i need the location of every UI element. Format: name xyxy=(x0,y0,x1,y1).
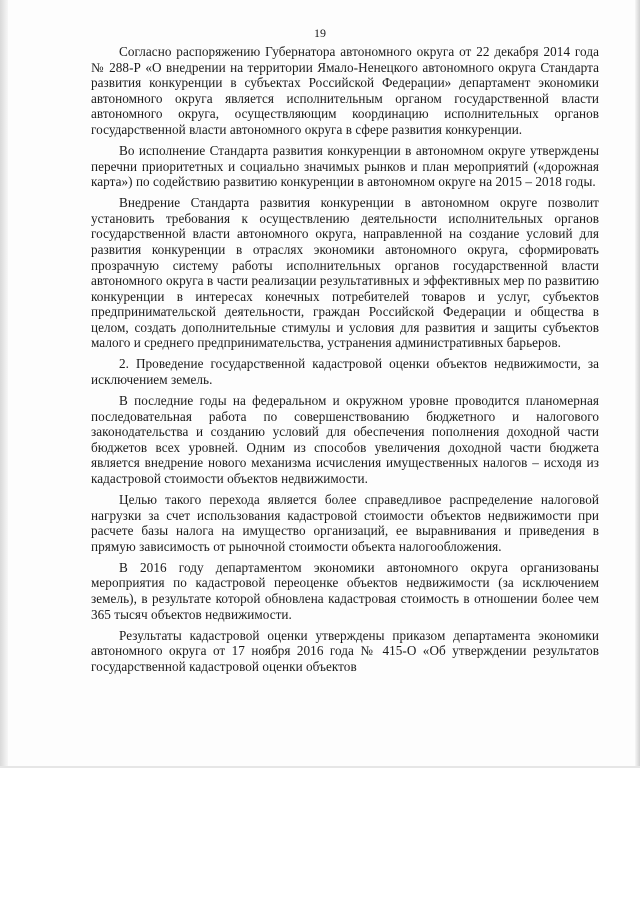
paragraph-governor-order: Согласно распоряжению Губернатора автономного округа от 22 декабря 2014 года № 288-Р «О внедрении на территории Ямало-Ненецкого автономного округа Стандарта развития конкуренции в субъектах Российской Федерации» департамент экономики автономного округа является исполнительным органом государственной власти автономного округа, осуществляющим координацию исполнительных органов государственной власти автономного округа в сфере развития конкуренции. xyxy=(91,44,599,137)
page-number: 19 xyxy=(314,26,326,40)
document-body xyxy=(91,44,599,680)
paragraph-2016-revaluation: В 2016 году департаментом экономики автономного округа организованы мероприятия по кадастровой переоценке объектов недвижимости (за исключением земель), в результате которой обновлена кадастровая стоимость в отношении более чем 365 тысяч объектов недвижимости. xyxy=(91,559,599,622)
scan-left-edge-shadow xyxy=(0,0,8,768)
scan-right-edge-shadow xyxy=(635,0,640,768)
paragraph-valuation-results: Результаты кадастровой оценки утверждены приказом департамента экономики автономного округа от 17 ноября 2016 года № 415-О «Об утверждении результатов государственной кадастровой оценки объектов xyxy=(91,627,599,674)
paragraph-tax-burden-goal: Целью такого перехода является более справедливое распределение налоговой нагрузки за счет использования кадастровой стоимости объектов недвижимости при расчете базы налога на имущество организаций, ее выравнивания и приведения в прямую зависимость от рыночной стоимости объекта налогообложения. xyxy=(91,491,599,554)
scan-bottom-edge xyxy=(0,766,640,768)
paragraph-standard-implementation: Внедрение Стандарта развития конкуренции в автономном округе позволит установить требования к осуществлению деятельности исполнительных органов государственной власти автономного округа, направленной на создание условий для развития конкуренции в отраслях экономики автономного округа, сформировать прозрачную систему работы исполнительных органов государственной власти автономного округа в части реализации результативных и эффективных мер по развитию конкуренции в интересах конечных потребителей товаров и услуг, субъектов предпринимательской деятельности, граждан Российской Федерации и общества в целом, создать дополнительные стимулы и условия для развития и защиты субъектов малого и среднего предпринимательства, устранения административных барьеров. xyxy=(91,195,599,351)
paragraph-competition-standard-lists: Во исполнение Стандарта развития конкуренции в автономном округе утверждены перечни приоритетных и социально значимых рынков и план мероприятий («дорожная карта») по содействию развитию конкуренции в автономном округе на 2015 – 2018 годы. xyxy=(91,142,599,190)
section-heading-cadastral-valuation: 2. Проведение государственной кадастровой оценки объектов недвижимости, за исключением земель. xyxy=(91,356,599,388)
paragraph-budget-legislation: В последние годы на федеральном и окружном уровне проводится планомерная последовательная работа по совершенствованию бюджетного и налогового законодательства и созданию условий для обеспечения пополнения доходной части бюджетов всех уровней. Одним из способов увеличения доходной части бюджета является внедрение нового механизма исчисления имущественных налогов – исходя из кадастровой стоимости объектов недвижимости. xyxy=(91,393,599,486)
